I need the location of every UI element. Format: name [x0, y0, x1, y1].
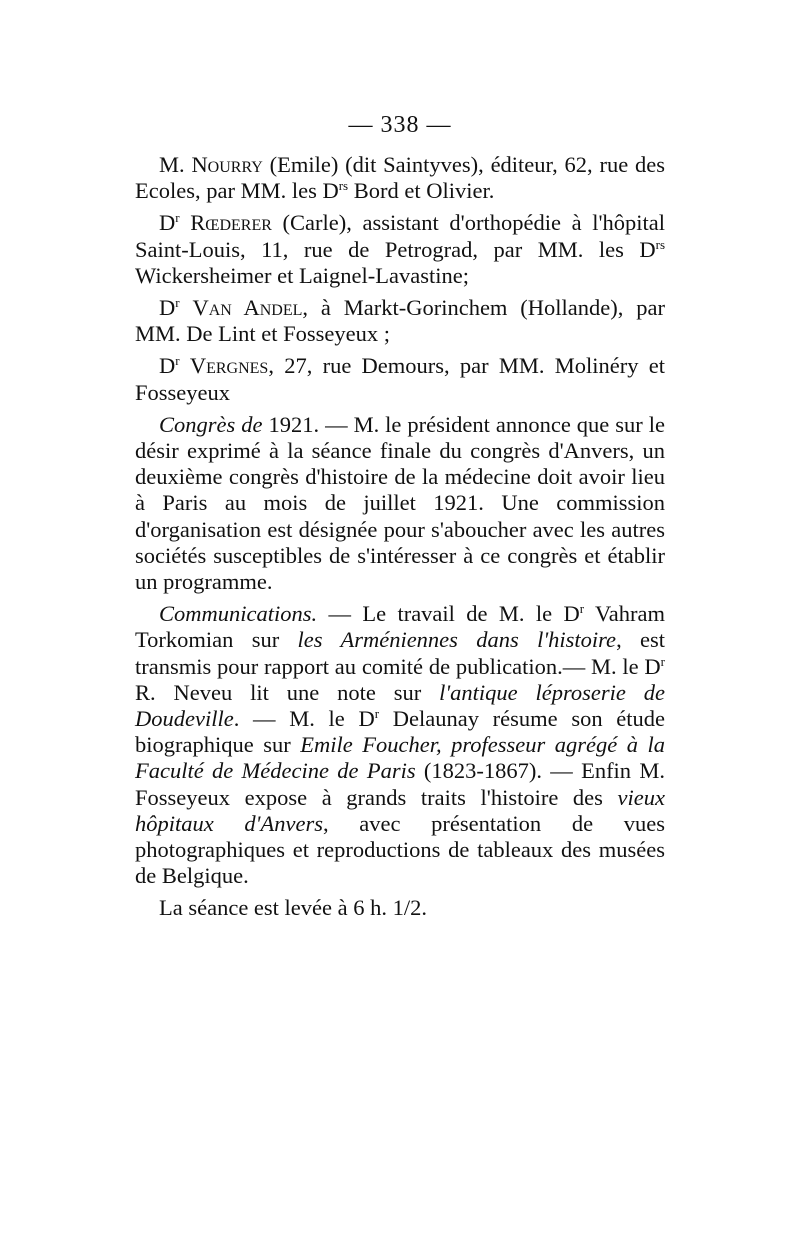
entry-text: (Carle), assistant d'orthopédie à l'hôpital Saint-Louis, 11, rue de Petrograd, par MM. les D — [135, 210, 665, 262]
member-name: Vergnes — [189, 353, 269, 379]
member-entry-roederer — [135, 210, 665, 289]
communications-paragraph — [135, 601, 665, 889]
work-title: l'antique léproserie de Doudeville — [135, 679, 665, 732]
entry-text: D — [159, 295, 176, 321]
entry-text: D — [159, 210, 176, 236]
entry-text: , à Markt-Gorinchem (Hollande), par MM. De Lint et Fosseyeux ; — [135, 295, 665, 347]
superscript: r — [660, 653, 665, 669]
work-title: les Arméniennes dans l'histoire — [297, 627, 617, 653]
member-name: Van Andel — [192, 295, 303, 321]
paragraph-text: , est transmis pour rapport au comité de publication.— M. le D — [135, 627, 666, 679]
superscript: rs — [655, 236, 665, 252]
work-title: Emile Foucher, professeur agrégé à la Faculté de Médecine de Paris — [135, 732, 665, 784]
superscript: rs — [338, 178, 349, 194]
entry-text: , 27, rue Demours, par MM. Molinéry et Fosseyeux — [135, 353, 665, 405]
congres-paragraph — [135, 412, 665, 595]
entry-text: Bord et Olivier. — [348, 178, 495, 204]
superscript: r — [175, 295, 180, 311]
superscript: r — [374, 706, 380, 722]
paragraph-text: — Le travail de M. le D — [317, 601, 580, 627]
superscript: r — [579, 601, 585, 617]
body-text — [135, 152, 665, 928]
paragraph-text: , avec présentation de vues photographiques et reproductions de tableaux des musées de Belgique. — [135, 810, 665, 889]
member-entry-vergnes — [135, 353, 665, 405]
paragraph-text: . — M. le D — [233, 706, 375, 732]
entry-text: (Emile) (dit Saintyves), éditeur, 62, rue des Ecoles, par MM. les D — [135, 152, 665, 204]
member-name: Rœderer — [190, 210, 272, 236]
superscript: r — [175, 353, 180, 369]
paragraph-text: R. Neveu lit une note sur — [135, 679, 440, 705]
entry-text: M. — [159, 152, 192, 177]
member-entry-van-andel — [135, 295, 665, 347]
paragraph-text: (1823-1867). — Enfin M. Fosseyeux expose à grands traits l'histoire des — [135, 758, 665, 810]
entry-text: D — [159, 353, 176, 379]
member-entry-nourry — [135, 152, 665, 204]
section-heading: Communications. — [159, 601, 318, 627]
entry-text: Wickersheimer et Laignel-Lavastine; — [135, 262, 469, 288]
paragraph-text: — M. le président annonce que sur le désir exprimé à la séance finale du congrès d'Anvers, un deuxième congrès d'histoire de la médecine doit avoir lieu à Paris au mois de juillet 1921. Une commission d'organisation est désignée pour s'aboucher avec les autres sociétés susceptibles de s'intéresser à ce congrès et établir un programme. — [135, 411, 665, 595]
section-heading: Congrès de — [159, 411, 263, 437]
member-name: Nourry — [191, 152, 263, 177]
superscript: r — [175, 210, 180, 226]
paragraph-text: Delaunay résume son étude biographique sur — [135, 706, 665, 758]
year: 1921. — [262, 411, 320, 437]
paragraph-text: Vahram Torkomian sur — [135, 601, 665, 653]
closing-line: La séance est levée à 6 h. 1/2. — [159, 895, 428, 921]
page-number: — 338 — — [348, 112, 452, 138]
work-title: vieux hôpitaux d'Anvers — [135, 784, 665, 836]
